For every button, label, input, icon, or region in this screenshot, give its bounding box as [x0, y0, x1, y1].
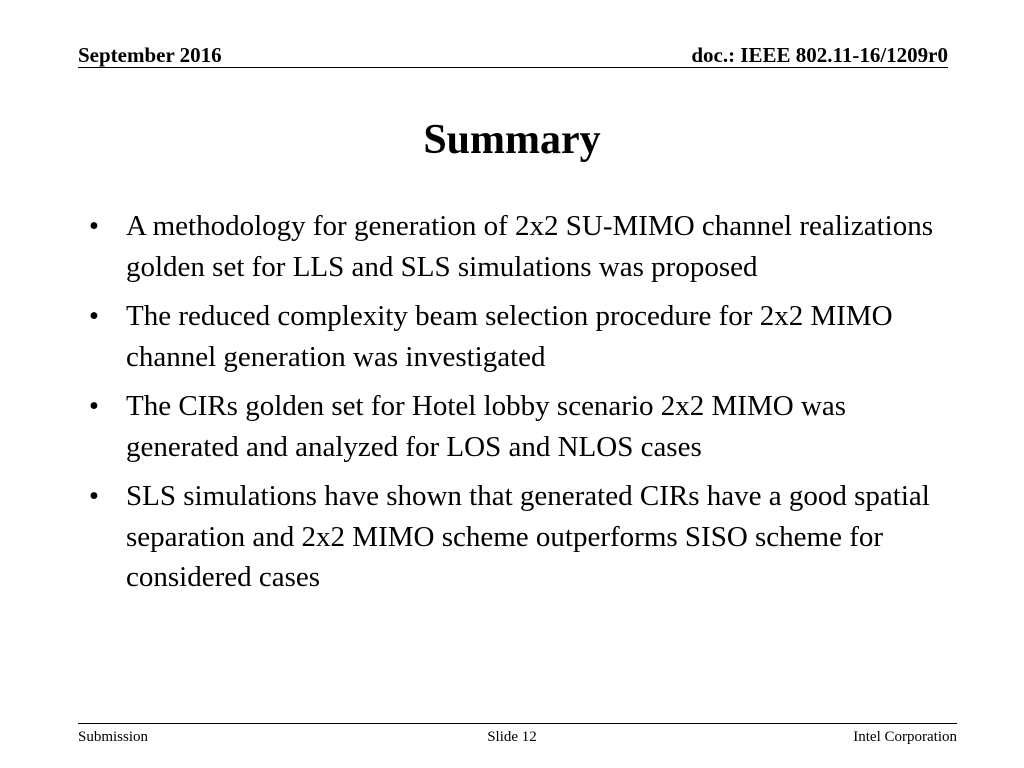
header-doc-id: doc.: IEEE 802.11-16/1209r0: [691, 43, 948, 67]
bullet-item: [78, 296, 938, 377]
bullet-text: The CIRs golden set for Hotel lobby scenario 2x2 MIMO was generated and analyzed for LOS and NLOS cases: [126, 390, 847, 463]
footer-submission: Submission: [78, 729, 149, 745]
bullet-text: A methodology for generation of 2x2 SU-MIMO channel realizations golden set for LLS and SLS simulations was proposed: [126, 210, 933, 283]
footer-divider: [78, 723, 957, 724]
bullet-icon: •: [88, 390, 100, 422]
bullet-item: [78, 386, 938, 467]
bullet-text: SLS simulations have shown that generated CIRs have a good spatial separation and 2x2 MIMO scheme outperforms SISO scheme for considered cases: [126, 480, 930, 593]
header-date: September 2016: [78, 43, 222, 67]
bullet-icon: •: [88, 480, 100, 512]
footer-slide-number: Slide 12: [487, 729, 537, 745]
bullet-text: The reduced complexity beam selection procedure for 2x2 MIMO channel generation was investigated: [126, 300, 893, 373]
footer-organization: Intel Corporation: [853, 729, 957, 745]
bullet-item: [78, 206, 938, 287]
bullet-item: [78, 476, 938, 598]
slide-title: Summary: [423, 117, 601, 163]
bullet-list: [78, 206, 938, 607]
header-divider: [78, 67, 948, 68]
bullet-icon: •: [88, 210, 100, 242]
bullet-icon: •: [88, 300, 100, 332]
